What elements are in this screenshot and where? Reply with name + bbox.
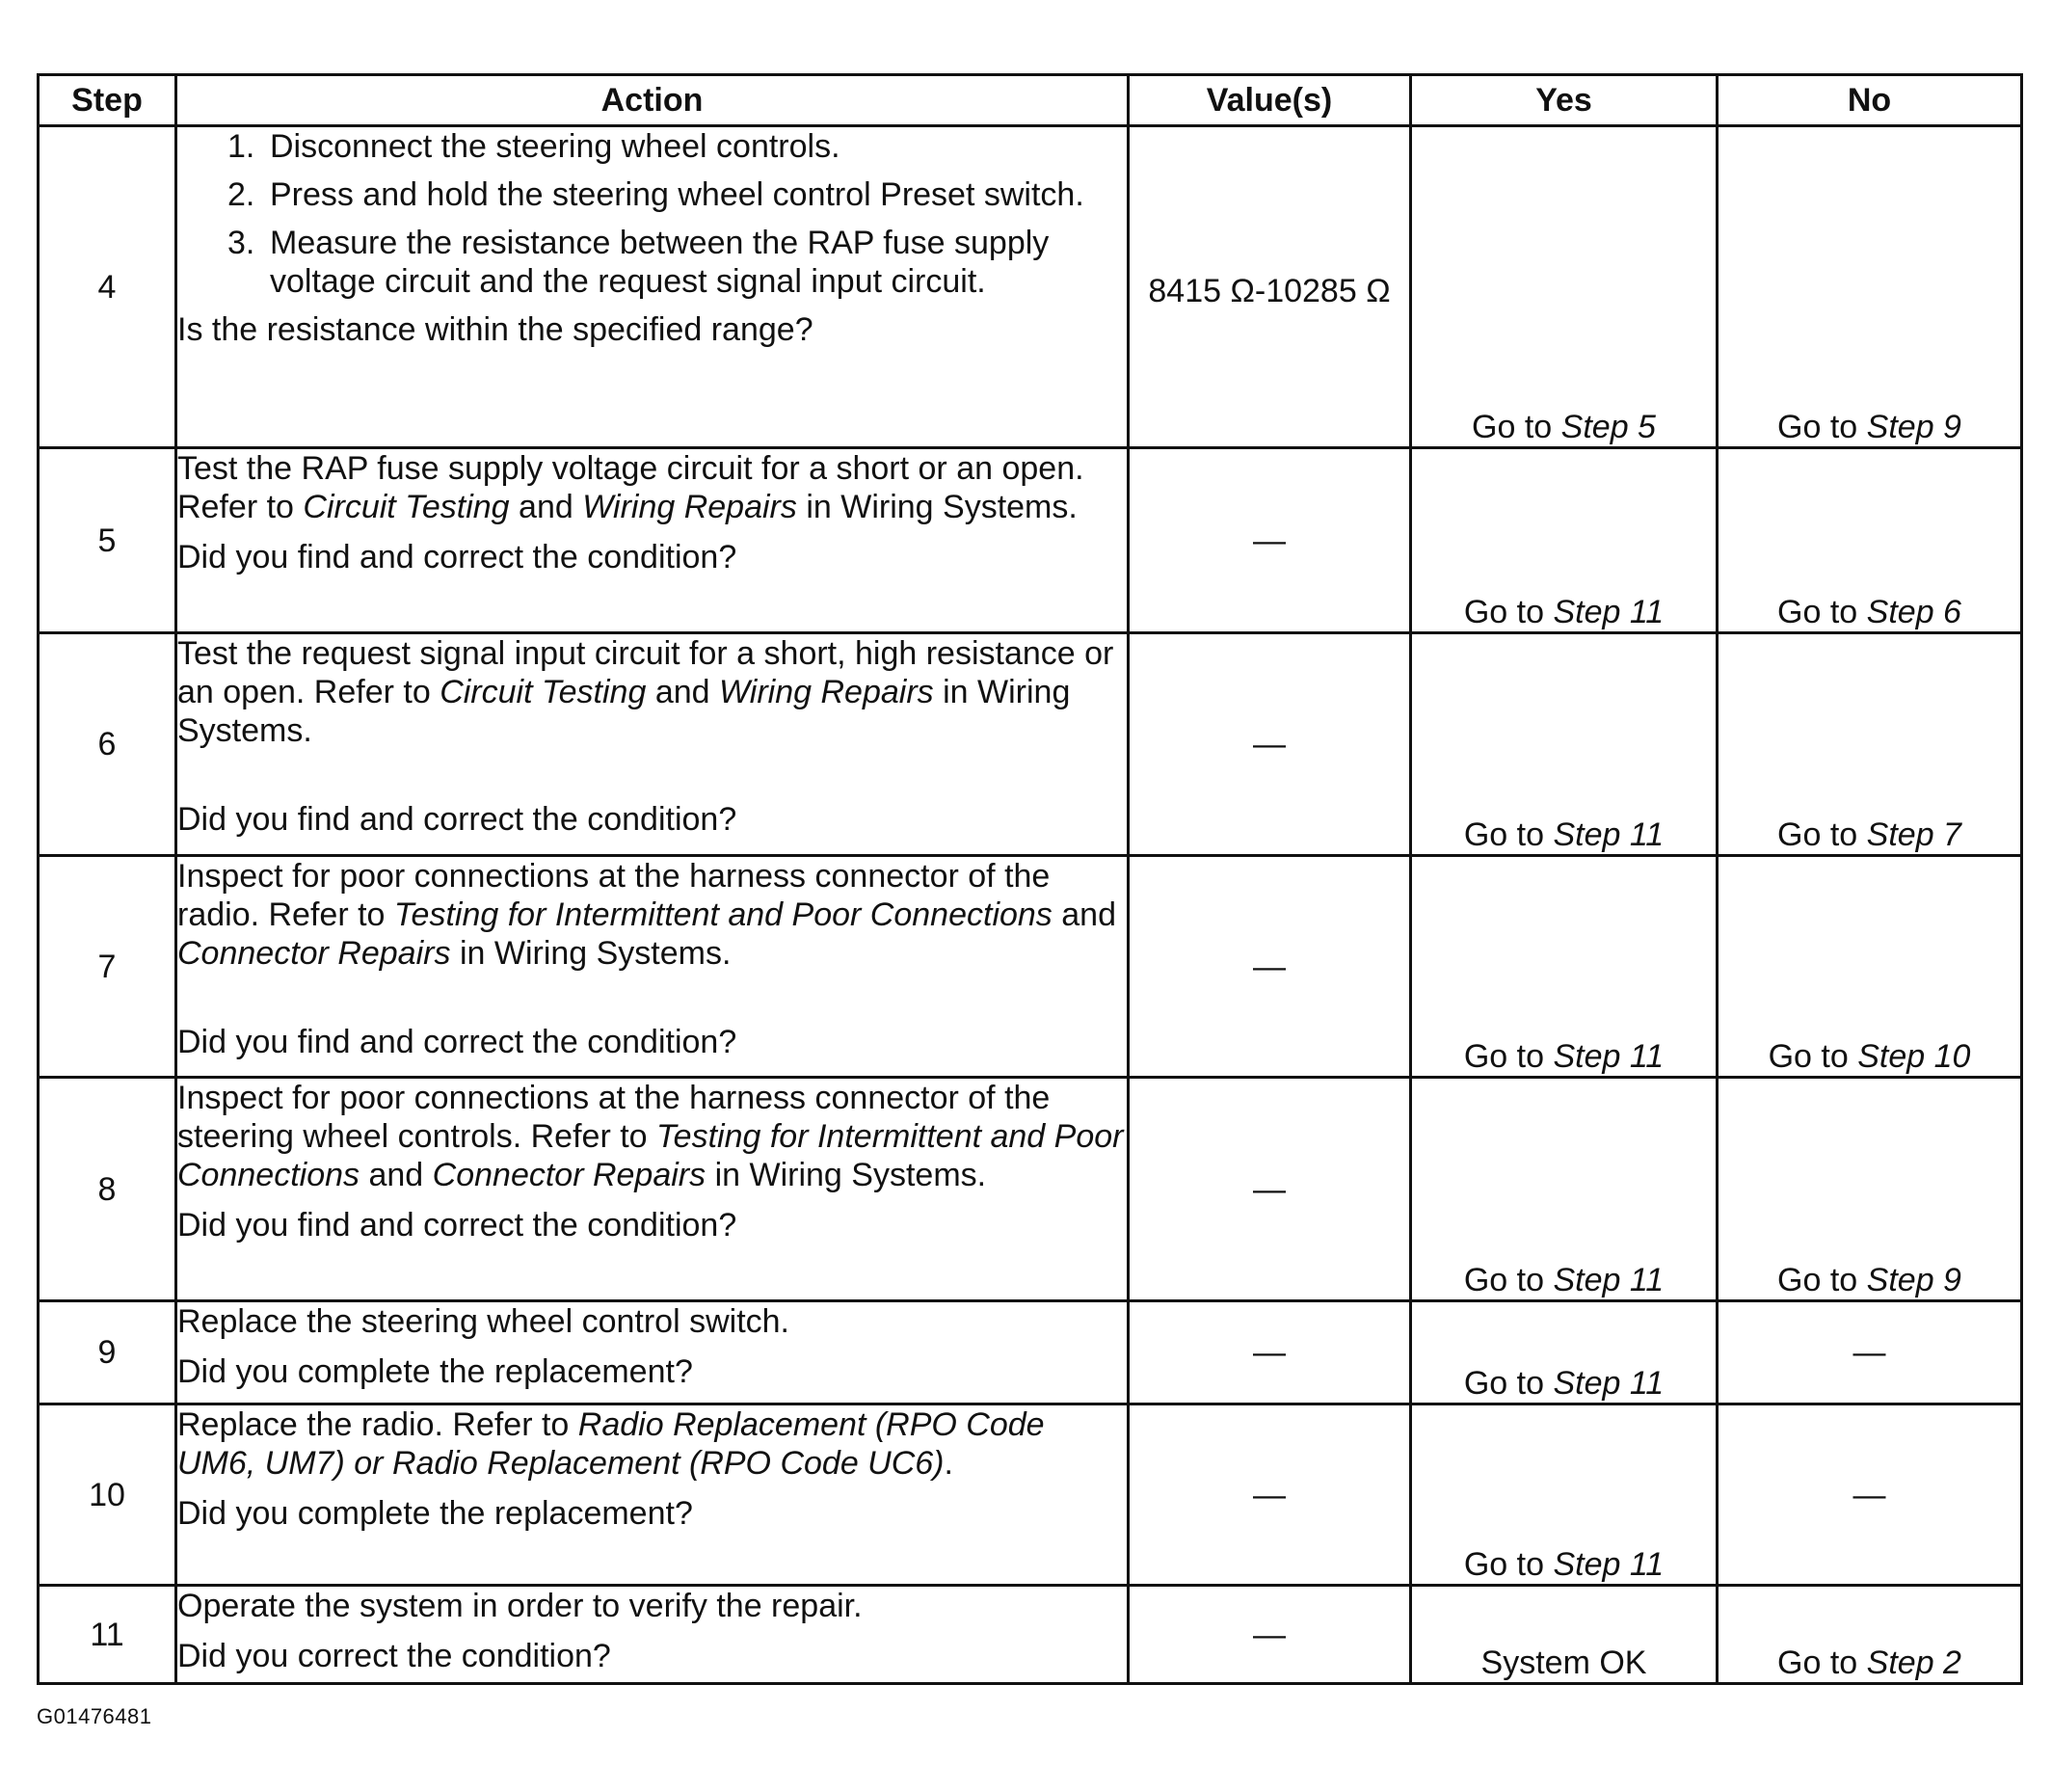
yes-cell: Go to Step 11: [1411, 1301, 1718, 1404]
step-number: 7: [39, 856, 176, 1078]
action-question: Did you find and correct the condition?: [177, 1024, 737, 1060]
table-row: [39, 126, 2022, 448]
value-cell: —: [1129, 633, 1411, 856]
step-reference: Step 9: [1866, 409, 1961, 445]
yes-cell: Go to Step 11: [1411, 856, 1718, 1078]
table-row: [39, 1404, 2022, 1586]
action-question: Is the resistance within the specified range?: [177, 311, 813, 348]
step-reference: Step 7: [1866, 816, 1961, 853]
no-cell: Go to Step 6: [1718, 448, 2022, 633]
no-cell: Go to Step 7: [1718, 633, 2022, 856]
table-header-row: [39, 75, 2022, 126]
value-cell: —: [1129, 1404, 1411, 1586]
reference-title: Testing for Intermittent and Poor Connections: [393, 896, 1053, 933]
reference-title: Radio Replacement (RPO Code UC6): [391, 1445, 945, 1482]
diagnostic-table: [37, 73, 2023, 1685]
figure-id: G01476481: [37, 1704, 152, 1728]
step-reference: Step 6: [1866, 594, 1961, 630]
table-row: [39, 448, 2022, 633]
action-question: Did you correct the condition?: [177, 1638, 611, 1674]
step-reference: Step 11: [1553, 1365, 1665, 1402]
header-action: Action: [176, 75, 1129, 126]
step-number: 10: [39, 1404, 176, 1586]
action-steps-list: [177, 127, 1127, 301]
step-number: 4: [39, 126, 176, 448]
action-question: Did you complete the replacement?: [177, 1353, 693, 1390]
list-item: 1. Disconnect the steering wheel controls.: [227, 128, 840, 165]
action-cell: Test the request signal input circuit for a short, high resistance or an open. Refer to Circuit Testing and Wiring Repairs in Wiring Systems. Did you find and correct the condition?: [176, 633, 1129, 856]
action-question: Did you find and correct the condition?: [177, 801, 737, 838]
reference-title: Circuit Testing: [440, 674, 647, 710]
action-question: Did you find and correct the condition?: [177, 539, 737, 575]
no-cell: —: [1718, 1404, 2022, 1586]
no-cell: Go to Step 10: [1718, 856, 2022, 1078]
yes-cell: Go to Step 11: [1411, 1078, 1718, 1301]
value-cell: —: [1129, 448, 1411, 633]
reference-title: Testing for Intermittent and Poor Connections: [177, 1118, 1124, 1193]
step-reference: Step 11: [1553, 1546, 1665, 1583]
no-cell: —: [1718, 1301, 2022, 1404]
header-yes: Yes: [1411, 75, 1718, 126]
action-question: Did you find and correct the condition?: [177, 1207, 737, 1244]
step-number: 8: [39, 1078, 176, 1301]
step-reference: Step 11: [1553, 1038, 1665, 1075]
header-step: Step: [39, 75, 176, 126]
reference-title: Radio Replacement (RPO Code UM6, UM7): [177, 1406, 1045, 1482]
value-cell: —: [1129, 1586, 1411, 1684]
step-reference: Step 10: [1857, 1038, 1971, 1075]
action-cell: Replace the steering wheel control switch. Did you complete the replacement?: [176, 1301, 1129, 1404]
no-cell: Go to Step 9: [1718, 126, 2022, 448]
no-cell: Go to Step 9: [1718, 1078, 2022, 1301]
action-cell: Test the RAP fuse supply voltage circuit for a short or an open. Refer to Circuit Testing and Wiring Repairs in Wiring Systems. Did you find and correct the condition?: [176, 448, 1129, 633]
step-reference: Step 11: [1553, 1262, 1665, 1298]
table-row: [39, 633, 2022, 856]
action-cell: Operate the system in order to verify the repair. Did you correct the condition?: [176, 1586, 1129, 1684]
action-cell: Inspect for poor connections at the harness connector of the radio. Refer to Testing for Intermittent and Poor Connections and Connector Repairs in Wiring Systems. Did you find and correct the condition?: [176, 856, 1129, 1078]
step-reference: Step 5: [1560, 409, 1656, 445]
header-values: Value(s): [1129, 75, 1411, 126]
step-number: 9: [39, 1301, 176, 1404]
step-number: 6: [39, 633, 176, 856]
list-item: 3. Measure the resistance between the RAP fuse supply voltage circuit and the request signal input circuit.: [227, 225, 1050, 300]
header-no: No: [1718, 75, 2022, 126]
step-reference: Step 2: [1866, 1645, 1961, 1681]
yes-cell: System OK: [1411, 1586, 1718, 1684]
step-reference: Step 9: [1866, 1262, 1961, 1298]
no-cell: Go to Step 2: [1718, 1586, 2022, 1684]
table-row: [39, 1078, 2022, 1301]
step-reference: Step 11: [1553, 594, 1665, 630]
reference-title: Connector Repairs: [177, 935, 451, 972]
table-row: [39, 1301, 2022, 1404]
list-item: 2. Press and hold the steering wheel control Preset switch.: [227, 176, 1084, 213]
action-question: Did you complete the replacement?: [177, 1495, 693, 1532]
yes-cell: Go to Step 5: [1411, 126, 1718, 448]
yes-cell: Go to Step 11: [1411, 448, 1718, 633]
value-cell: —: [1129, 1078, 1411, 1301]
yes-cell: Go to Step 11: [1411, 1404, 1718, 1586]
table-row: [39, 856, 2022, 1078]
step-reference: Step 11: [1553, 816, 1665, 853]
reference-title: Circuit Testing: [303, 489, 510, 525]
diagnostic-table-wrapper: [37, 73, 2020, 1685]
value-cell: —: [1129, 856, 1411, 1078]
value-cell: 8415 Ω-10285 Ω: [1129, 126, 1411, 448]
step-number: 5: [39, 448, 176, 633]
action-cell: Replace the radio. Refer to Radio Replacement (RPO Code UM6, UM7) or Radio Replacement (RPO Code UC6). Did you complete the replacement?: [176, 1404, 1129, 1586]
yes-cell: Go to Step 11: [1411, 633, 1718, 856]
step-number: 11: [39, 1586, 176, 1684]
table-row: [39, 1586, 2022, 1684]
reference-title: Connector Repairs: [432, 1157, 706, 1193]
reference-title: Wiring Repairs: [719, 674, 934, 710]
action-cell: [176, 126, 1129, 448]
value-cell: —: [1129, 1301, 1411, 1404]
reference-title: Wiring Repairs: [582, 489, 797, 525]
action-cell: Inspect for poor connections at the harness connector of the steering wheel controls. Refer to Testing for Intermittent and Poor Connections and Connector Repairs in Wiring Systems. Did you find and correct the condition?: [176, 1078, 1129, 1301]
